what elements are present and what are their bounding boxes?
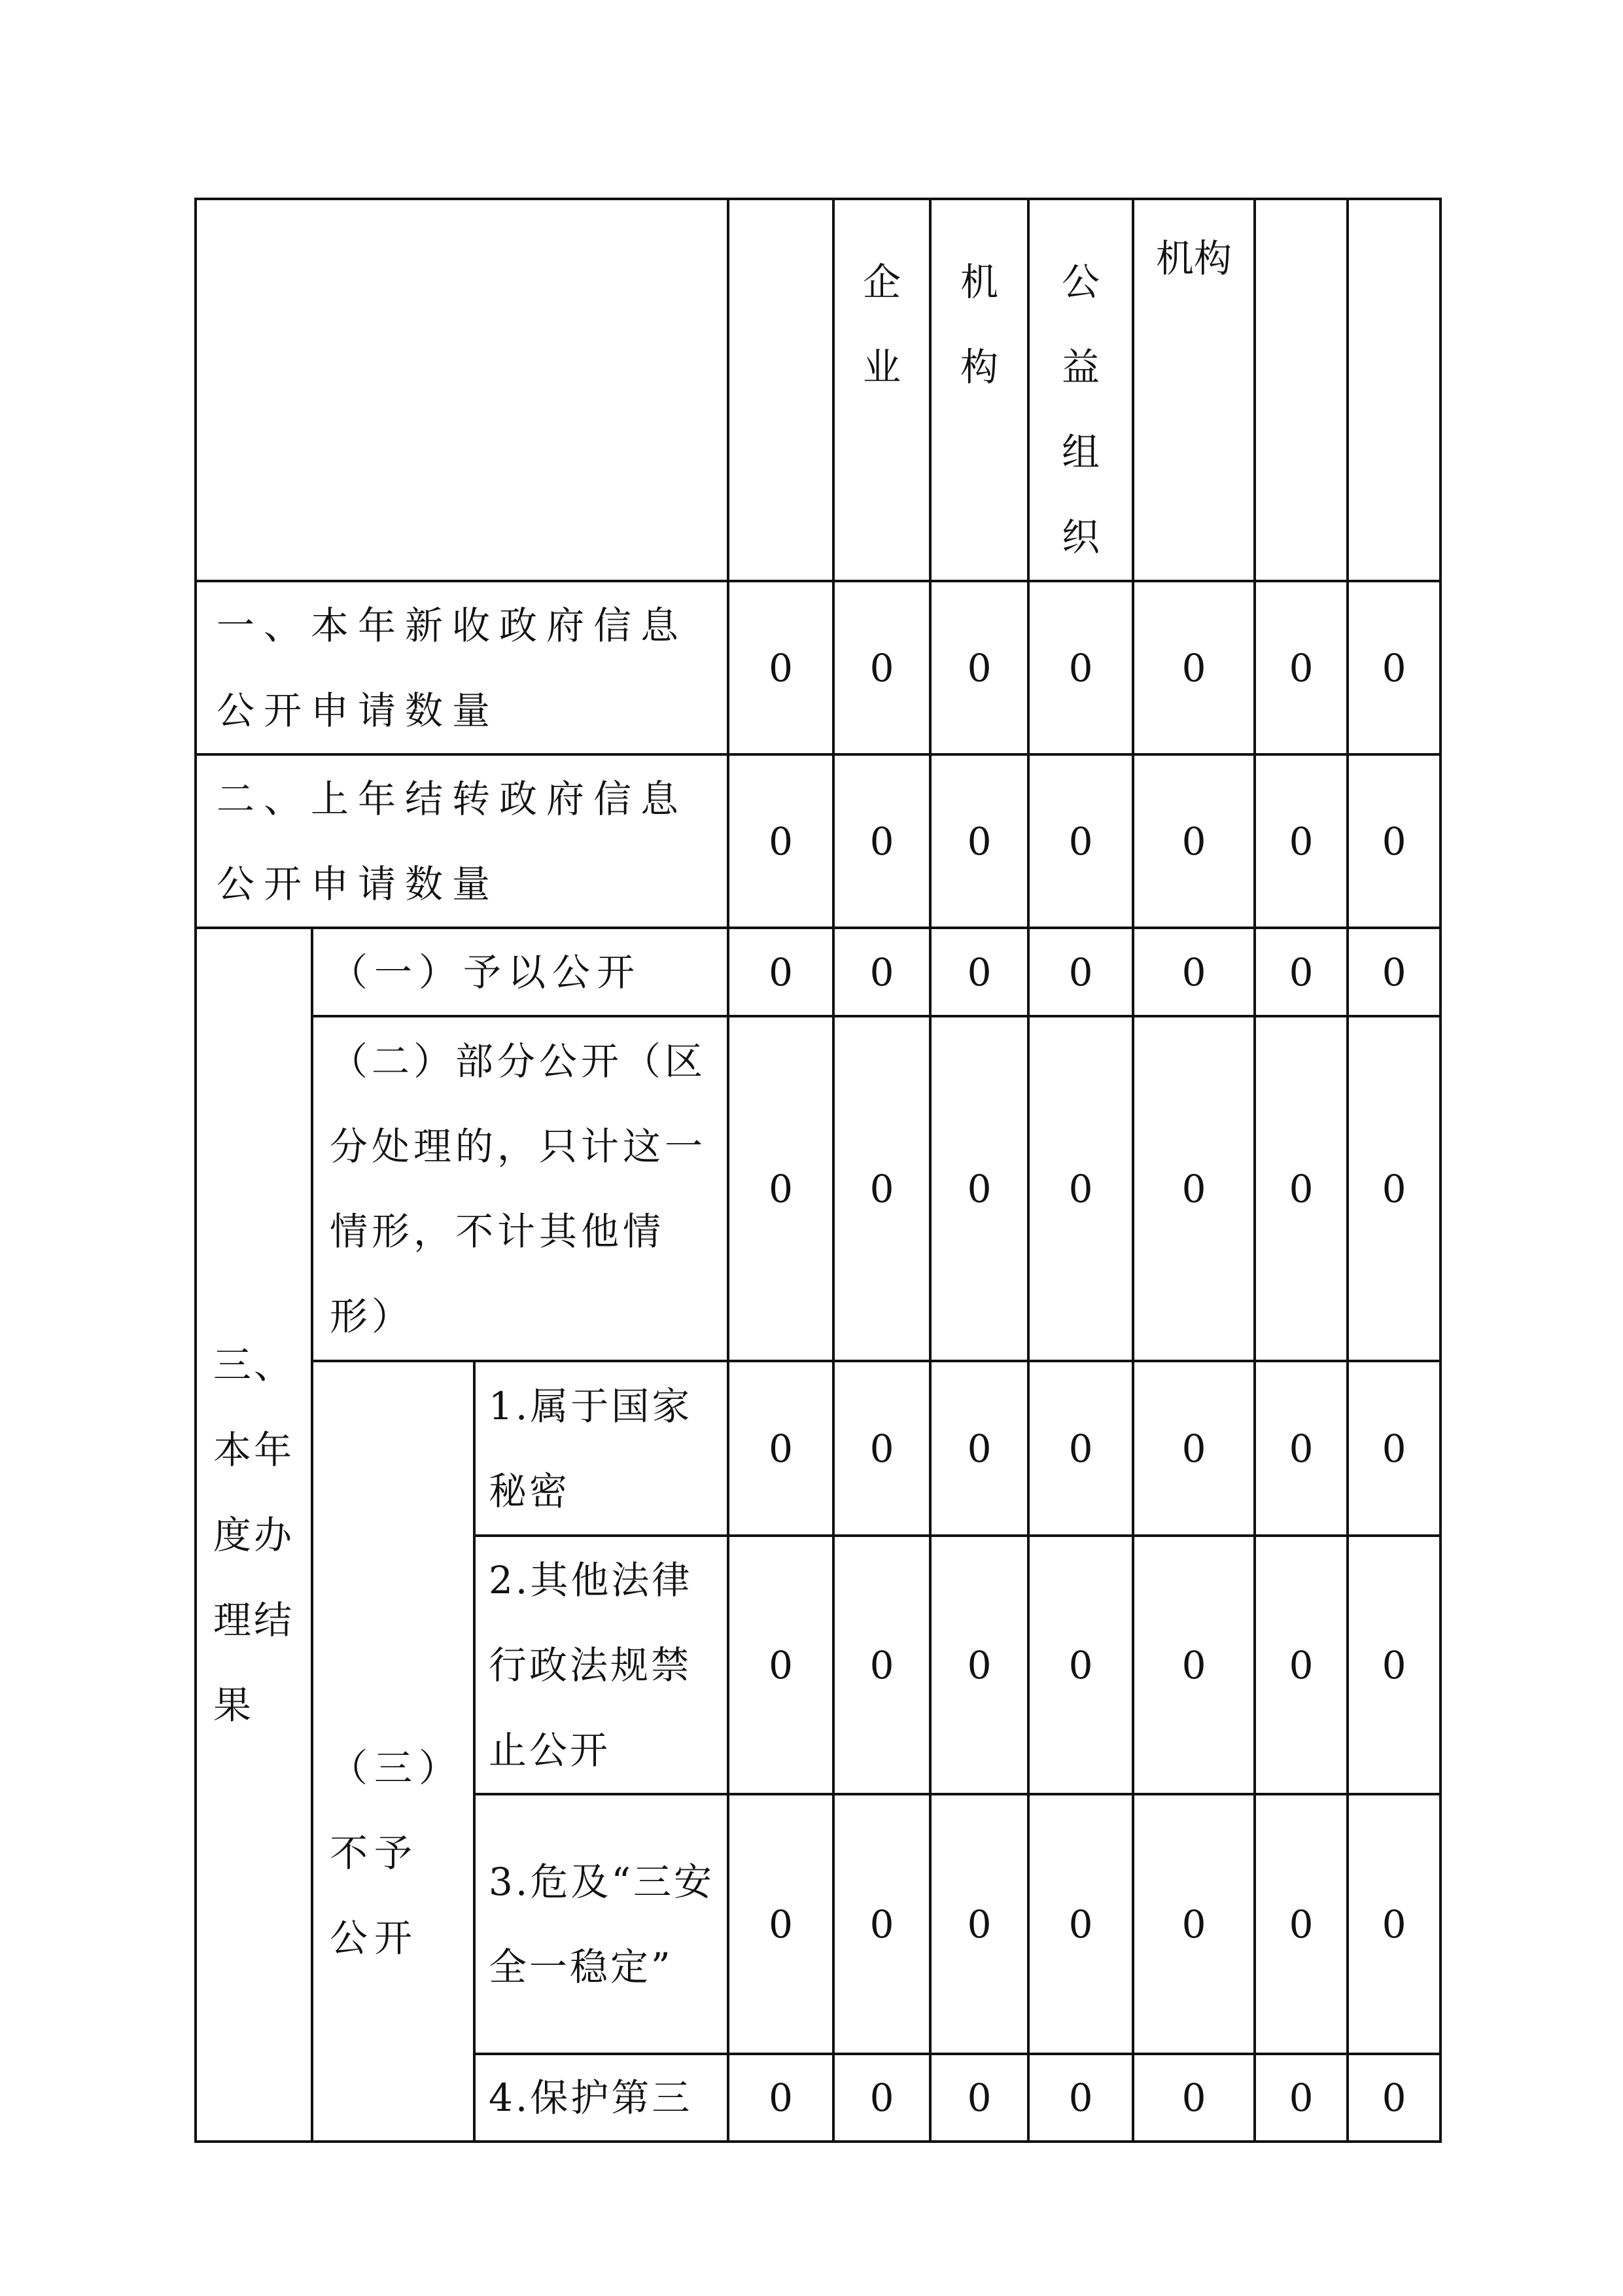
- value-cell: 0: [1255, 928, 1348, 1016]
- not-disclosed-label: （三）不予公开: [312, 1361, 474, 2142]
- value-cell: 0: [1028, 928, 1133, 1016]
- value-cell: 0: [1133, 2054, 1255, 2142]
- value-cell: 0: [930, 1536, 1028, 1794]
- value-cell: 0: [728, 1016, 833, 1361]
- value-cell: 0: [833, 928, 930, 1016]
- value-cell: 0: [1348, 2054, 1440, 2142]
- row-new-requests: [196, 581, 1440, 754]
- value-cell: 0: [728, 2054, 833, 2142]
- value-cell: 0: [1348, 928, 1440, 1016]
- header-blank-cell: [196, 199, 728, 581]
- row-label: 一、本年新收政府信息公开申请数量: [196, 581, 728, 754]
- header-empty-col-7: [1348, 199, 1440, 581]
- value-cell: 0: [1255, 1016, 1348, 1361]
- row-label: 4.保护第三: [474, 2054, 728, 2142]
- value-cell: 0: [930, 754, 1028, 928]
- value-cell: 0: [930, 1361, 1028, 1536]
- value-cell: 0: [1133, 1361, 1255, 1536]
- value-cell: 0: [1255, 1536, 1348, 1794]
- row-partially-disclosed: [196, 1016, 1440, 1361]
- value-cell: 0: [833, 1016, 930, 1361]
- header-empty-col-6: [1255, 199, 1348, 581]
- header-enterprise: 企业: [833, 199, 930, 581]
- row-label: （二）部分公开（区分处理的，只计这一情形，不计其他情形）: [312, 1016, 728, 1361]
- value-cell: 0: [1255, 1361, 1348, 1536]
- row-label: 1.属于国家秘密: [474, 1361, 728, 1536]
- row-disclosed: [196, 928, 1440, 1016]
- value-cell: 0: [1028, 1794, 1133, 2054]
- value-cell: 0: [728, 1794, 833, 2054]
- report-table: [194, 198, 1442, 2143]
- value-cell: 0: [1028, 1361, 1133, 1536]
- value-cell: 0: [1255, 754, 1348, 928]
- value-cell: 0: [728, 1361, 833, 1536]
- row-label: 2.其他法律行政法规禁止公开: [474, 1536, 728, 1794]
- value-cell: 0: [1348, 581, 1440, 754]
- value-cell: 0: [1348, 1361, 1440, 1536]
- value-cell: 0: [1133, 581, 1255, 754]
- value-cell: 0: [728, 754, 833, 928]
- row-label: （一）予以公开: [312, 928, 728, 1016]
- value-cell: 0: [1348, 1794, 1440, 2054]
- value-cell: 0: [1255, 581, 1348, 754]
- value-cell: 0: [1028, 581, 1133, 754]
- header-institution-2: 机构: [1133, 199, 1255, 581]
- value-cell: 0: [833, 581, 930, 754]
- value-cell: 0: [930, 928, 1028, 1016]
- header-institution: 机构: [930, 199, 1028, 581]
- value-cell: 0: [1133, 1536, 1255, 1794]
- row-state-secret: [196, 1361, 1440, 1536]
- value-cell: 0: [1348, 754, 1440, 928]
- value-cell: 0: [728, 928, 833, 1016]
- value-cell: 0: [1255, 2054, 1348, 2142]
- row-carried-over: [196, 754, 1440, 928]
- value-cell: 0: [1028, 2054, 1133, 2142]
- value-cell: 0: [1133, 754, 1255, 928]
- row-label: 3.危及“三安全一稳定”: [474, 1794, 728, 2054]
- value-cell: 0: [1133, 1016, 1255, 1361]
- value-cell: 0: [833, 1536, 930, 1794]
- value-cell: 0: [1133, 1794, 1255, 2054]
- value-cell: 0: [728, 1536, 833, 1794]
- year-results-label: 三、本年度办理结果: [196, 928, 312, 2142]
- value-cell: 0: [1348, 1536, 1440, 1794]
- value-cell: 0: [1028, 1536, 1133, 1794]
- value-cell: 0: [930, 1794, 1028, 2054]
- value-cell: 0: [930, 581, 1028, 754]
- value-cell: 0: [833, 1794, 930, 2054]
- value-cell: 0: [833, 2054, 930, 2142]
- value-cell: 0: [1255, 1794, 1348, 2054]
- header-public-org: 公益组织: [1028, 199, 1133, 581]
- row-label: 二、上年结转政府信息公开申请数量: [196, 754, 728, 928]
- value-cell: 0: [833, 1361, 930, 1536]
- value-cell: 0: [728, 581, 833, 754]
- header-row: [196, 199, 1440, 581]
- value-cell: 0: [1348, 1016, 1440, 1361]
- value-cell: 0: [1133, 928, 1255, 1016]
- header-empty-col-1: [728, 199, 833, 581]
- value-cell: 0: [1028, 754, 1133, 928]
- value-cell: 0: [930, 2054, 1028, 2142]
- value-cell: 0: [1028, 1016, 1133, 1361]
- value-cell: 0: [833, 754, 930, 928]
- value-cell: 0: [930, 1016, 1028, 1361]
